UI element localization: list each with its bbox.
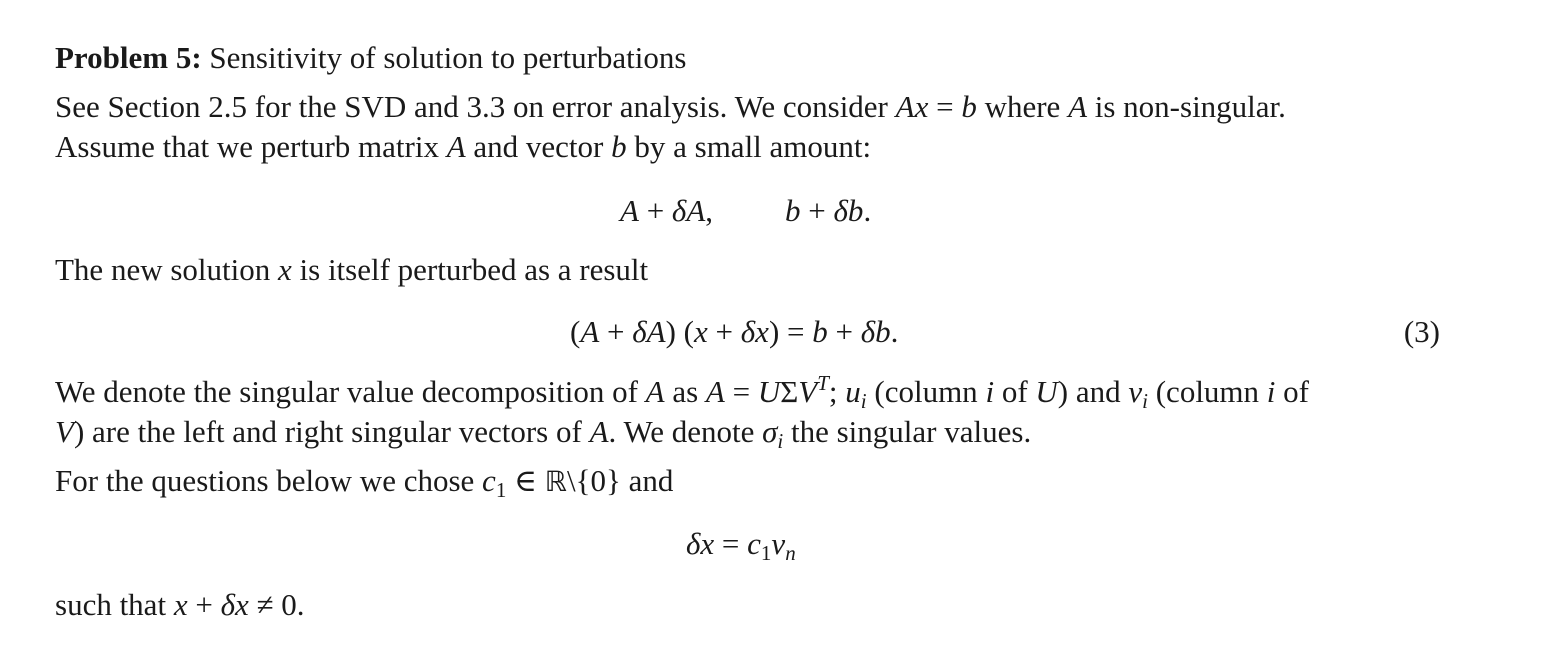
svd-text: of — [1275, 374, 1309, 409]
svd-text: (column — [866, 374, 986, 409]
svd-line-1: We denote the singular value decomposition of A as $A = U\Sigma V^T$; $u_i$ (column i of U) and $v_i$ (column i of — [55, 371, 1309, 413]
intro-text: See Section 2.5 for the SVD and 3.3 on error analysis. We consider — [55, 89, 896, 124]
perturbation-line — [55, 254, 648, 285]
questions-line: For the questions below we chose $c_1$ ∈ ℝ\{0} and — [55, 463, 674, 502]
intro-text: is non-singular. — [1087, 89, 1286, 124]
intro-line-1: See Section 2.5 for the SVD and 3.3 on error analysis. We consider Ax = b where A is non-singular. — [55, 89, 1286, 124]
svd-line-2: V) are the left and right singular vectors of A. We denote $\sigma_i$ the singular values. — [55, 414, 1032, 453]
problem-title: Sensitivity of solution to perturbations — [209, 40, 687, 75]
svd-text: ; — [828, 374, 846, 409]
svd-text: ) and — [1057, 374, 1129, 409]
questions-text: For the questions below we chose — [55, 463, 483, 498]
inline-math-x: x — [278, 252, 292, 287]
svd-text: the singular values. — [783, 414, 1032, 449]
intro-text: by a small amount: — [626, 129, 872, 164]
equation-number: (3) — [1403, 314, 1440, 349]
svd-text: (column — [1147, 374, 1267, 409]
problem-label: Problem 5: — [55, 40, 202, 75]
inline-math-A: A — [446, 129, 466, 164]
svd-text: . We denote — [608, 414, 763, 449]
closing-line: such that x + δx ≠ 0. — [55, 587, 305, 622]
intro-text: Assume that we perturb matrix — [55, 129, 447, 164]
svd-text: We denote the singular value decomposition of — [55, 374, 646, 409]
intro-text: and vector — [465, 129, 612, 164]
svd-text: of — [994, 374, 1036, 409]
questions-text: and — [620, 463, 674, 498]
display-equation-delta-x: $\delta x = c_1v_n$ — [686, 526, 796, 565]
intro-line-2 — [55, 131, 871, 162]
inline-math-A: A — [1068, 89, 1087, 124]
intro-text: where — [976, 89, 1069, 124]
inline-math-b: b — [611, 129, 627, 164]
display-equation-perturbations: A + δA, b + δb. — [620, 193, 872, 228]
display-equation-3: (A + δA) (x + δx) = b + δb. — [570, 314, 899, 349]
problem-heading — [55, 42, 686, 73]
svd-text: ) are the left and right singular vectors of — [73, 414, 590, 449]
perturbation-text: is itself perturbed as a result — [291, 252, 649, 287]
closing-text: such that — [55, 587, 174, 622]
inline-math-ax-b: Ax — [895, 89, 929, 124]
svd-text: as — [664, 374, 706, 409]
perturbation-text: The new solution — [55, 252, 278, 287]
